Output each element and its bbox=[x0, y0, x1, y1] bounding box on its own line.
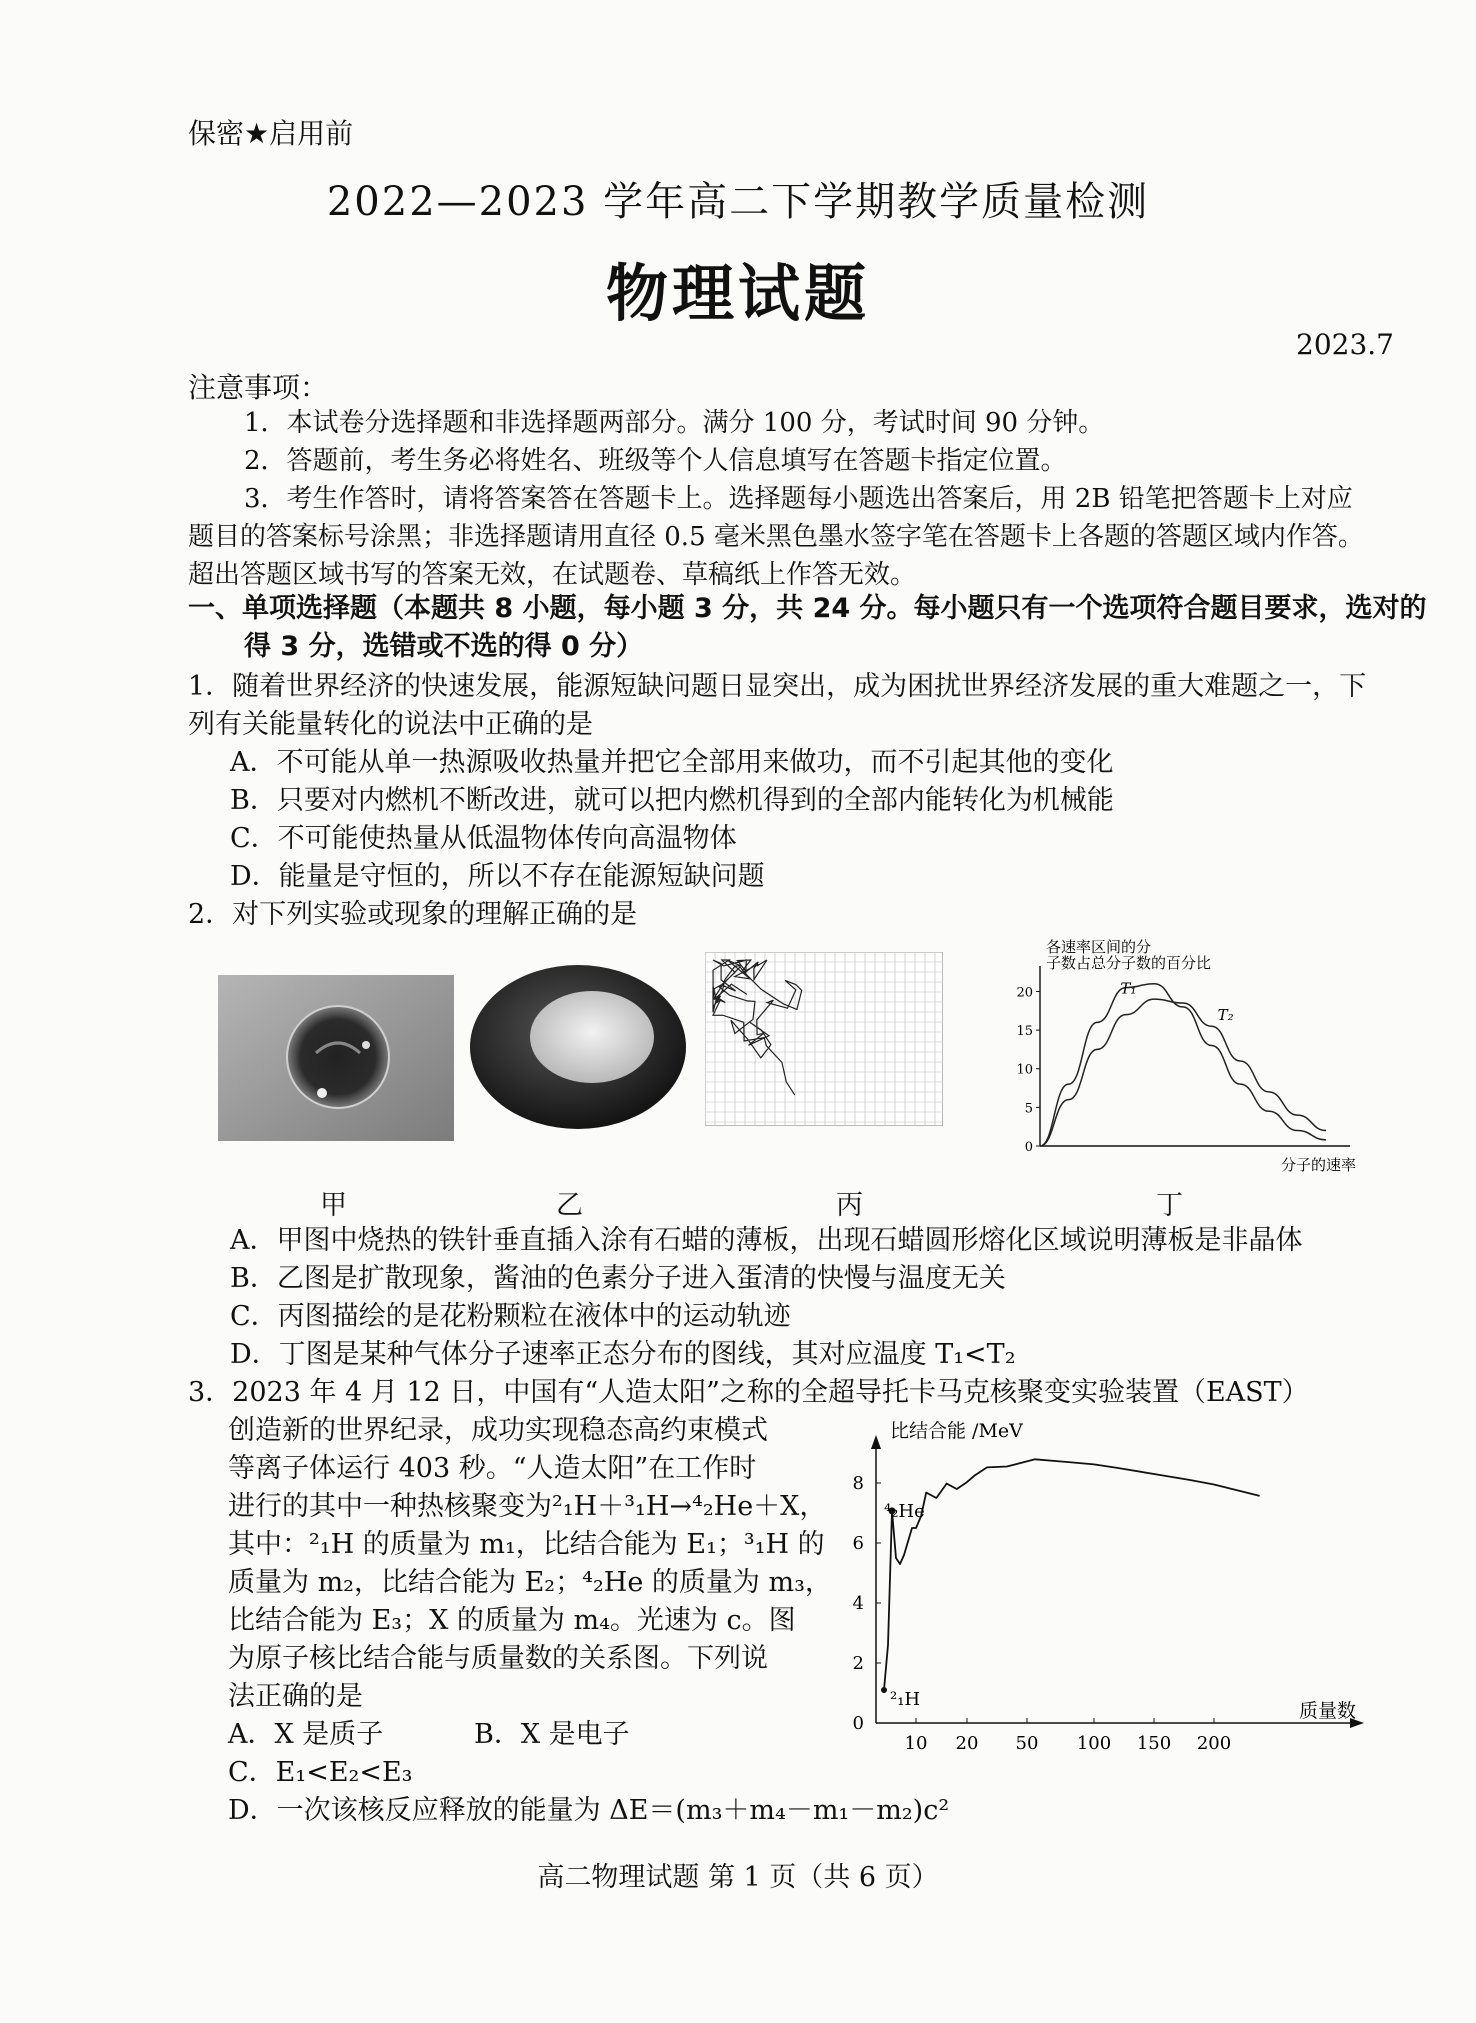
figure-yi bbox=[466, 955, 694, 1135]
figure-jia bbox=[218, 975, 454, 1141]
figure-ding bbox=[1010, 938, 1366, 1178]
dist-series-line bbox=[1040, 999, 1326, 1146]
notice-item-3: 3．考生作答时，请将答案答在答题卡上。选择题每小题选出答案后，用 2B 铅笔把答题卡上对应题目的答案标号涂黑；非选择题请用直径 0.5 毫米黑色墨水签字笔在答题卡上各题的答题区域内作答。超出答题区域书写的答案无效，在试题卷、草稿纸上作答无效。 bbox=[188, 484, 1364, 590]
be-annotation-h: ²₁H bbox=[890, 1689, 921, 1710]
question-2-option-b: B．乙图是扩散现象，酱油的色素分子进入蛋清的快慢与温度无关 bbox=[230, 1263, 1006, 1294]
figure-label-jia: 甲 bbox=[320, 1190, 347, 1221]
notice-item-2: 2．答题前，考生务必将姓名、班级等个人信息填写在答题卡指定位置。 bbox=[244, 446, 1067, 476]
dist-y-tick-label: 0 bbox=[1024, 1140, 1033, 1155]
be-y-arrow bbox=[871, 1435, 881, 1449]
question-3-stem-line: 质量为 m₂，比结合能为 E₂；⁴₂He 的质量为 m₃， bbox=[228, 1567, 832, 1598]
figure-label-yi: 乙 bbox=[556, 1190, 583, 1221]
question-1-stem: 1．随着世界经济的快速发展，能源短缺问题日显突出，成为困扰世界经济发展的重大难题之一，下列有关能量转化的说法中正确的是 bbox=[188, 671, 1367, 740]
brownian-path-image bbox=[705, 952, 943, 1126]
speed-distribution-chart bbox=[1010, 938, 1366, 1178]
be-x-tick-label: 20 bbox=[955, 1733, 979, 1754]
subject-title: 物理试题 bbox=[605, 257, 870, 330]
question-2-stem: 2．对下列实验或现象的理解正确的是 bbox=[188, 899, 638, 930]
dist-y-tick-label: 5 bbox=[1024, 1101, 1033, 1117]
dist-y-tick-label: 15 bbox=[1016, 1024, 1033, 1040]
question-2-option-c: C．丙图描绘的是花粉颗粒在液体中的运动轨迹 bbox=[230, 1301, 791, 1332]
question-2-option-d: D．丁图是某种气体分子速率正态分布的图线，其对应温度 T₁<T₂ bbox=[230, 1339, 1016, 1370]
figure-label-bing: 丙 bbox=[836, 1190, 863, 1221]
dist-chart-title-line-1: 各速率区间的分 bbox=[1046, 938, 1152, 956]
question-1-option-c: C．不可能使热量从低温物体传向高温物体 bbox=[230, 823, 737, 854]
figure-bing bbox=[705, 952, 943, 1126]
wax-melt-image bbox=[218, 975, 454, 1141]
exam-date: 2023.7 bbox=[1296, 328, 1394, 361]
dist-y-tick-label: 20 bbox=[1016, 985, 1033, 1001]
question-3-option-b: B．X 是电子 bbox=[474, 1719, 630, 1750]
be-y-tick-label: 2 bbox=[852, 1653, 864, 1674]
be-y-tick-label: 6 bbox=[852, 1533, 864, 1554]
be-annotation-he: ⁴₂He bbox=[884, 1501, 925, 1522]
question-3-stem-line: 等离子体运行 403 秒。“人造太阳”在工作时 bbox=[228, 1453, 757, 1484]
question-3-option-a: A．X 是质子 bbox=[228, 1719, 384, 1750]
be-x-tick-label: 10 bbox=[904, 1733, 928, 1754]
binding-energy-chart bbox=[832, 1415, 1394, 1755]
egg-image bbox=[466, 955, 694, 1135]
be-y-tick-label: 4 bbox=[852, 1593, 864, 1614]
question-3-option-d: D．一次该核反应释放的能量为 ΔE＝(m₃＋m₄－m₁－m₂)c² bbox=[228, 1795, 950, 1826]
be-chart-xlabel: 质量数 bbox=[1298, 1700, 1356, 1722]
section-heading: 一、单项选择题（本题共 8 小题，每小题 3 分，共 24 分。每小题只有一个选项符合题目要求，选对的得 3 分，选错或不选的得 0 分） bbox=[188, 593, 1427, 662]
question-3-option-c: C．E₁<E₂<E₃ bbox=[228, 1757, 413, 1788]
question-2-option-a: A．甲图中烧热的铁针垂直插入涂有石蜡的薄板，出现石蜡圆形熔化区域说明薄板是非晶体 bbox=[230, 1225, 1303, 1256]
dist-chart-title-line-2: 子数占总分子数的百分比 bbox=[1046, 954, 1212, 972]
notice-title: 注意事项： bbox=[188, 371, 329, 404]
figure-label-ding: 丁 bbox=[1156, 1190, 1183, 1221]
dist-series-line bbox=[1040, 984, 1326, 1146]
question-3-stem-first: 3．2023 年 4 月 12 日，中国有“人造太阳”之称的全超导托卡马克核聚变实验装置（EAST） bbox=[188, 1377, 1309, 1408]
be-series-line bbox=[884, 1459, 1260, 1690]
be-x-tick-label: 100 bbox=[1076, 1733, 1112, 1754]
question-1-option-a: A．不可能从单一热源吸收热量并把它全部用来做功，而不引起其他的变化 bbox=[230, 747, 1114, 778]
be-point-h2 bbox=[881, 1687, 887, 1693]
question-3-stem-line: 比结合能为 E₃；X 的质量为 m₄。光速为 c。图 bbox=[228, 1605, 796, 1636]
be-y-tick-label: 0 bbox=[852, 1713, 864, 1734]
question-3-stem-line: 其中：²₁H 的质量为 m₁，比结合能为 E₁；³₁H 的 bbox=[228, 1529, 825, 1560]
be-x-tick-label: 200 bbox=[1196, 1733, 1232, 1754]
question-3-stem-line: 为原子核比结合能与质量数的关系图。下列说 bbox=[228, 1643, 768, 1674]
exam-title: 2022—2023 学年高二下学期教学质量检测 bbox=[326, 179, 1150, 225]
question-1-option-b: B．只要对内燃机不断改进，就可以把内燃机得到的全部内能转化为机械能 bbox=[230, 785, 1114, 816]
be-chart-ylabel: 比结合能 /MeV bbox=[890, 1420, 1023, 1442]
confidential-mark: 保密★启用前 bbox=[188, 117, 354, 150]
question-1-option-d: D．能量是守恒的，所以不存在能源短缺问题 bbox=[230, 861, 765, 892]
question-3-stem-line: 进行的其中一种热核聚变为²₁H＋³₁H→⁴₂He＋X， bbox=[228, 1491, 827, 1522]
notice-item-1: 1．本试卷分选择题和非选择题两部分。满分 100 分，考试时间 90 分钟。 bbox=[244, 408, 1105, 438]
dist-chart-xlabel: 分子的速率 bbox=[1280, 1156, 1356, 1174]
be-y-tick-label: 8 bbox=[852, 1473, 864, 1494]
dist-y-tick-label: 10 bbox=[1016, 1062, 1033, 1078]
dist-series-label: T₂ bbox=[1217, 1006, 1234, 1025]
figure-binding-energy bbox=[832, 1415, 1394, 1755]
be-x-tick-label: 150 bbox=[1136, 1733, 1172, 1754]
be-x-tick-label: 50 bbox=[1015, 1733, 1039, 1754]
page-footer: 高二物理试题 第 1 页（共 6 页） bbox=[537, 1862, 939, 1893]
question-3-stem-line: 法正确的是 bbox=[228, 1681, 363, 1712]
question-3-stem-line: 创造新的世界纪录，成功实现稳态高约束模式 bbox=[228, 1415, 768, 1446]
dist-series-label: T₁ bbox=[1120, 979, 1137, 998]
